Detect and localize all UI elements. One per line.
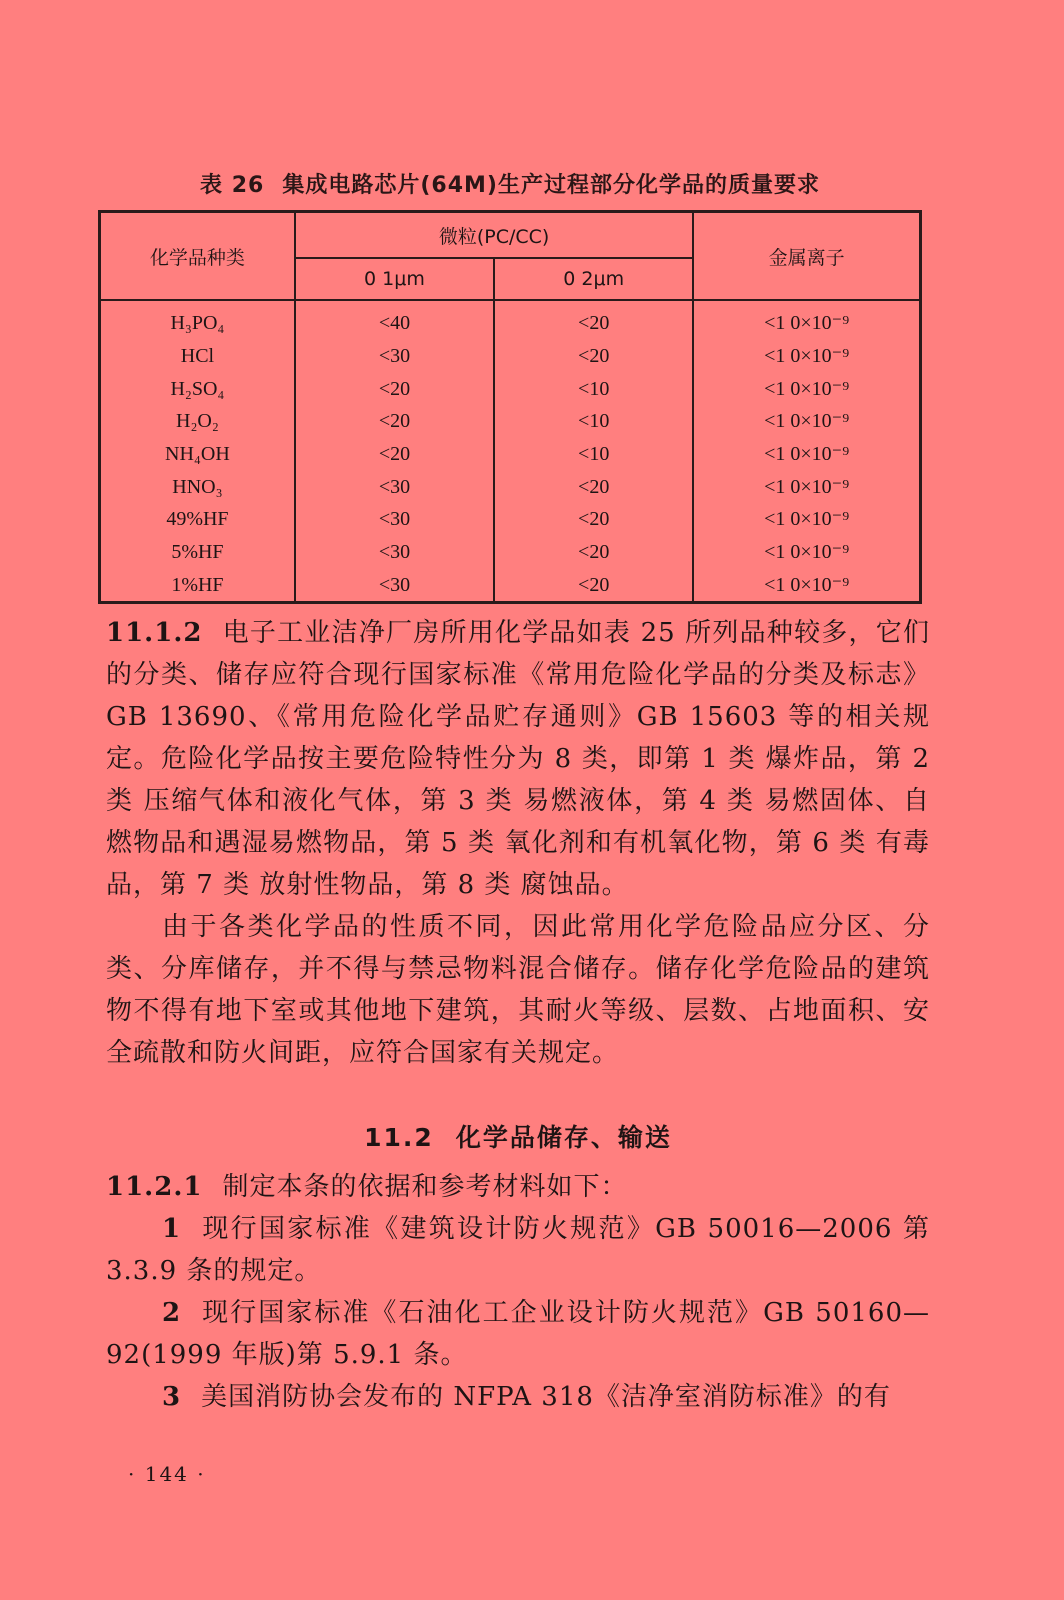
table-row [100,536,921,569]
header-metal-ions: 金属离子 [693,212,920,301]
list-item [106,1208,930,1292]
clause-number: 11.1.2 [106,618,203,648]
list-item [106,1292,930,1376]
table-number: 表 26 [200,173,265,198]
cell-particles-1: <30 [295,340,494,373]
cell-particles-1: <40 [295,300,494,340]
item-text: 现行国家标准《石油化工企业设计防火规范》GB 50160—92(1999 年版)第 5.9.1 条。 [106,1298,930,1370]
cell-metal-ions: <1 0×10⁻⁹ [693,372,920,405]
table-row [100,470,921,503]
cell-particles-2: <20 [494,340,693,373]
cell-particles-2: <20 [494,300,693,340]
cell-metal-ions: <1 0×10⁻⁹ [693,503,920,536]
cell-particles-2: <20 [494,503,693,536]
clause-text: 电子工业洁净厂房所用化学品如表 25 所列品种较多，它们的分类、储存应符合现行国家标准《常用危险化学品的分类及标志》GB 13690、《常用危险化学品贮存通则》GB 15603 等的相关规定。危险化学品按主要危险特性分为 8 类，即第 1 类 爆炸品，第 2 类 压缩气体和液化气体，第 3 类 易燃液体，第 4 类 易燃固体、自燃物品和遇湿易燃物品，第 5 类 氧化剂和有机氧化物，第 6 类 有毒品，第 7 类 放射性物品，第 8 类 腐蚀品。 [106,618,930,900]
table-row [100,568,921,602]
page-number: · 144 · [128,1462,206,1486]
cell-particles-1: <30 [295,470,494,503]
chemical-quality-table [98,210,922,604]
clause-number: 11.2.1 [106,1172,203,1202]
cell-particles-2: <10 [494,438,693,471]
header-size-1: 0 1μm [295,258,494,300]
clause-11-2-1 [106,1166,930,1208]
section-title: 化学品储存、输送 [455,1123,672,1152]
item-text: 现行国家标准《建筑设计防火规范》GB 50016—2006 第 3.3.9 条的规定。 [106,1214,930,1286]
cell-metal-ions: <1 0×10⁻⁹ [693,536,920,569]
cell-chemical: H₂O₂ [100,405,295,438]
header-particles: 微粒(PC/CC) [295,212,693,259]
cell-particles-2: <20 [494,568,693,602]
header-chemical-type: 化学品种类 [100,212,295,301]
cell-metal-ions: <1 0×10⁻⁹ [693,438,920,471]
cell-particles-1: <20 [295,372,494,405]
cell-particles-1: <20 [295,438,494,471]
item-text: 美国消防协会发布的 NFPA 318《洁净室消防标准》的有 [201,1382,891,1412]
item-number: 2 [162,1298,182,1328]
cell-particles-2: <20 [494,536,693,569]
table-caption [98,168,922,199]
cell-particles-1: <30 [295,568,494,602]
cell-particles-1: <30 [295,536,494,569]
cell-chemical: 5%HF [100,536,295,569]
cell-chemical: 49%HF [100,503,295,536]
cell-metal-ions: <1 0×10⁻⁹ [693,300,920,340]
cell-particles-1: <30 [295,503,494,536]
item-number: 1 [162,1214,182,1244]
table-title: 集成电路芯片(64M)生产过程部分化学品的质量要求 [282,173,820,198]
cell-particles-2: <20 [494,470,693,503]
cell-metal-ions: <1 0×10⁻⁹ [693,340,920,373]
cell-metal-ions: <1 0×10⁻⁹ [693,405,920,438]
cell-chemical: HNO₃ [100,470,295,503]
clause-text: 制定本条的依据和参考材料如下： [222,1172,628,1202]
table-row [100,438,921,471]
cell-metal-ions: <1 0×10⁻⁹ [693,568,920,602]
cell-chemical: 1%HF [100,568,295,602]
table-row [100,340,921,373]
table-row [100,405,921,438]
list-item [106,1376,930,1418]
table-row [100,503,921,536]
table-row [100,372,921,405]
item-number: 3 [162,1382,182,1412]
header-size-2: 0 2μm [494,258,693,300]
cell-particles-1: <20 [295,405,494,438]
cell-particles-2: <10 [494,372,693,405]
clause-11-1-2 [106,612,930,906]
cell-chemical: H₃PO₄ [100,300,295,340]
section-number: 11.2 [364,1123,434,1152]
cell-chemical: HCl [100,340,295,373]
section-heading [106,1118,930,1154]
cell-particles-2: <10 [494,405,693,438]
cell-chemical: NH₄OH [100,438,295,471]
table-row [100,300,921,340]
cell-metal-ions: <1 0×10⁻⁹ [693,470,920,503]
clause-11-1-2-paragraph-2: 由于各类化学品的性质不同，因此常用化学危险品应分区、分类、分库储存，并不得与禁忌物料混合储存。储存化学危险品的建筑物不得有地下室或其他地下建筑，其耐火等级、层数、占地面积、安全疏散和防火间距，应符合国家有关规定。 [106,912,930,1068]
cell-chemical: H₂SO₄ [100,372,295,405]
